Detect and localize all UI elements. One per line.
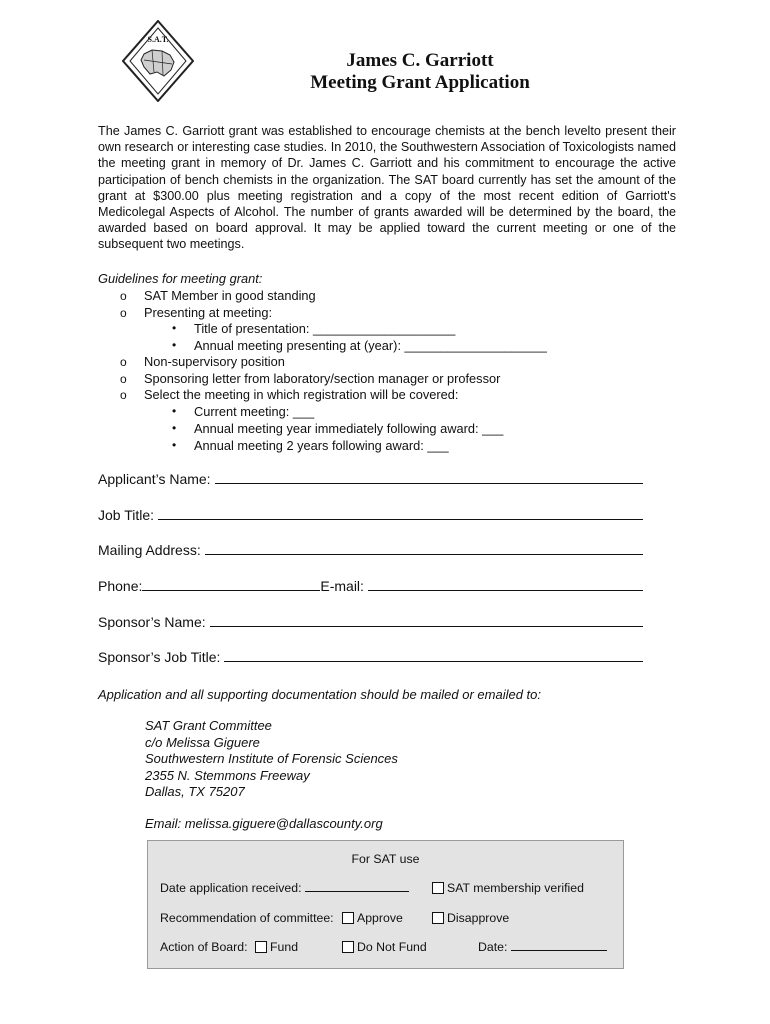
bullet-icon: o [120,388,127,402]
date-received-row[interactable] [160,881,409,895]
action-board-label: Action of Board: [160,940,248,954]
bullet-icon: • [172,404,177,418]
board-date-label: Date: [478,940,508,954]
applicant-name-label: Applicant’s Name: [98,471,211,487]
logo-text: S.A.T. [147,35,169,44]
guideline-subitem: Annual meeting 2 years following award: ___ [194,438,449,453]
intro-paragraph: The James C. Garriott grant was established to encourage chemists at the bench levelto present their own research or interesting case studies. In 2010, the Southwestern Association of Toxicologists named the meeting grant in memory of Dr. James C. Garriott and his commitment to encourage the active participation of bench chemists in the organization. The SAT board currently has set the amount of the grant at $300.00 plus meeting registration and a copy of the most recent edition of Garriott's Medicolegal Aspects of Alcohol. The number of grants awarded will be determined by the board, the awarded based on board approval. It may be applied toward the current meeting or one of the subsequent two meetings. [98,124,676,252]
address-line: SAT Grant Committee [145,718,272,733]
guideline-subitem: Annual meeting presenting at (year): ____________________ [194,338,547,353]
guideline-item: SAT Member in good standing [144,288,316,303]
guideline-item: Non-supervisory position [144,354,285,369]
email-label: E-mail: [320,578,364,594]
membership-verified-label: SAT membership verified [447,881,584,895]
bullet-icon: • [172,338,177,352]
guideline-item: Sponsoring letter from laboratory/section manager or professor [144,371,501,386]
do-not-fund-label: Do Not Fund [357,940,427,954]
approve-label: Approve [357,911,403,925]
phone-label: Phone: [98,578,143,594]
checkbox-icon[interactable] [342,941,354,953]
bullet-icon: o [120,306,127,320]
bullet-icon: • [172,438,177,452]
checkbox-icon[interactable] [255,941,267,953]
address-line: Southwestern Institute of Forensic Sciences [145,751,398,766]
board-date-row[interactable] [478,940,607,954]
applicant-name-field[interactable] [98,471,643,487]
disapprove-label: Disapprove [447,911,510,925]
date-received-label: Date application received: [160,881,302,895]
sponsor-name-label: Sponsor’s Name: [98,614,206,630]
sponsor-name-line[interactable] [210,625,643,627]
sat-use-heading: For SAT use [351,852,420,866]
date-received-line[interactable] [305,882,409,892]
phone-line[interactable] [142,589,320,591]
email-line[interactable] [368,589,643,591]
sponsor-name-field[interactable] [98,614,643,630]
page-subtitle: Meeting Grant Application [310,72,530,93]
address-line: 2355 N. Stemmons Freeway [145,768,310,783]
guideline-item: Presenting at meeting: [144,305,273,320]
job-title-label: Job Title: [98,507,155,523]
mail-instruction: Application and all supporting documentation should be mailed or emailed to: [98,687,542,702]
checkbox-icon[interactable] [342,912,354,924]
membership-verified-option[interactable] [432,881,584,895]
bullet-icon: o [120,355,127,369]
guideline-item: Select the meeting in which registration will be covered: [144,387,459,402]
bullet-icon: • [172,421,177,435]
checkbox-icon[interactable] [432,882,444,894]
guideline-subitem: Title of presentation: ____________________ [194,321,456,336]
mailing-address-line[interactable] [205,553,643,555]
sponsor-job-title-line[interactable] [224,660,643,662]
sat-logo [122,20,194,102]
board-date-line[interactable] [511,941,607,951]
bullet-icon: o [120,372,127,386]
job-title-field[interactable] [98,507,643,523]
applicant-name-line[interactable] [215,482,643,484]
do-not-fund-option[interactable] [342,940,427,954]
checkbox-icon[interactable] [432,912,444,924]
address-line: c/o Melissa Giguere [145,735,260,750]
page-title: James C. Garriott [346,50,494,71]
fund-option[interactable] [255,940,298,954]
address-line: Dallas, TX 75207 [145,784,245,799]
sponsor-job-title-field[interactable] [98,649,643,665]
approve-option[interactable] [342,911,403,925]
guidelines-heading: Guidelines for meeting grant: [98,271,263,286]
recommendation-label: Recommendation of committee: [160,911,334,925]
guideline-subitem: Annual meeting year immediately following award: ___ [194,421,504,436]
bullet-icon: o [120,289,127,303]
fund-label: Fund [270,940,299,954]
job-title-line[interactable] [158,518,643,520]
guideline-subitem: Current meeting: ___ [194,404,315,419]
disapprove-option[interactable] [432,911,509,925]
mailing-address-label: Mailing Address: [98,542,201,558]
sponsor-job-title-label: Sponsor’s Job Title: [98,649,221,665]
email-address: Email: melissa.giguere@dallascounty.org [145,816,383,831]
phone-email-field[interactable] [98,578,643,594]
mailing-address-field[interactable] [98,542,643,558]
bullet-icon: • [172,321,177,335]
